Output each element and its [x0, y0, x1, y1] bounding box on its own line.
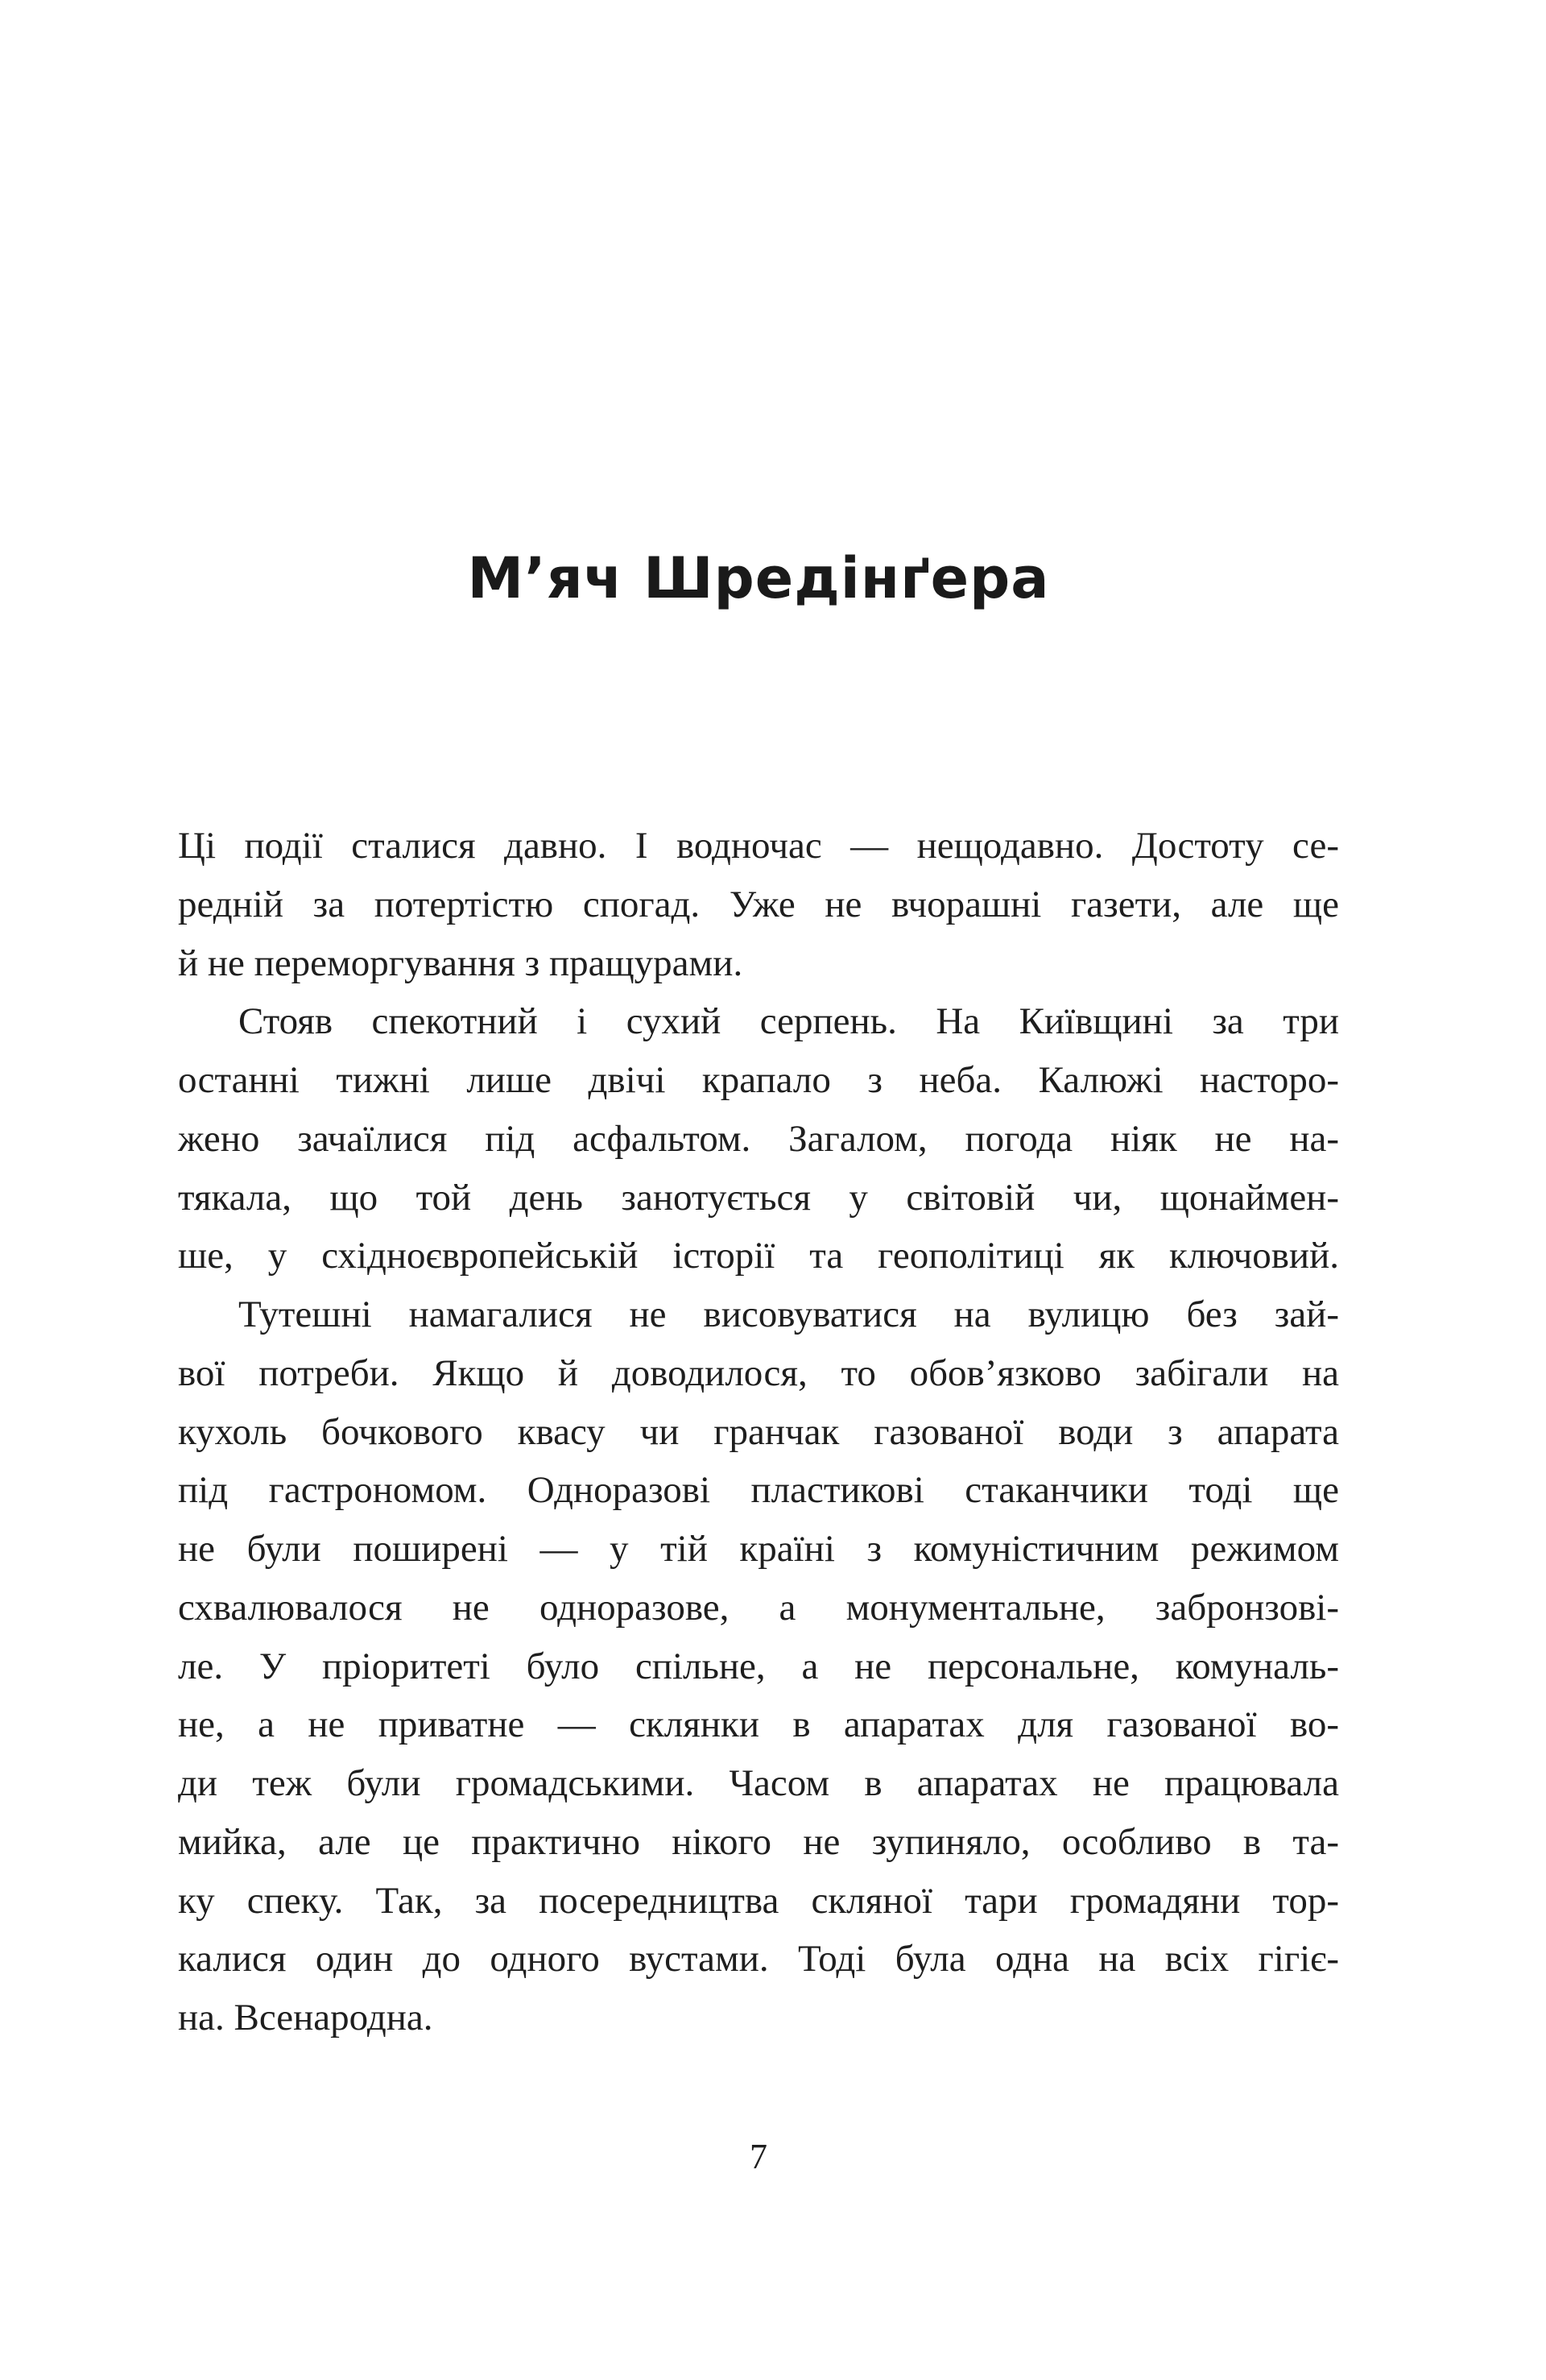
text-line: мийка, але це практично нікого не зупиняло, особливо в та-	[178, 1820, 1339, 1863]
text-line: на. Всенародна.	[178, 1997, 433, 2039]
text-line: вої потреби. Якщо й доводилося, то обов’язково забігали на	[178, 1351, 1339, 1394]
text-line: не були поширені — у тій країні з комуністичним режимом	[178, 1528, 1339, 1570]
text-line: жено зачаїлися під асфальтом. Загалом, погода ніяк не на-	[178, 1117, 1339, 1160]
text-line: калися один до одного вустами. Тоді була одна на всіх гігіє-	[178, 1938, 1339, 1981]
chapter-title: М’яч Шредінґера	[467, 544, 1050, 611]
text-line: тякала, що той день занотується у світовій чи, щонаймен-	[178, 1176, 1339, 1219]
text-line: редній за потертістю спогад. Уже не вчорашні газети, але ще	[178, 883, 1339, 925]
text-line: під гастрономом. Одноразові пластикові стаканчики тоді ще	[178, 1469, 1339, 1512]
text-line: ле. У пріоритеті було спільне, а не персональне, комуналь-	[178, 1645, 1339, 1687]
body-text	[178, 817, 1339, 2047]
text-line: Ці події сталися давно. І водночас — нещодавно. Достоту се-	[178, 825, 1339, 867]
text-line: ди теж були громадськими. Часом в апаратах не працювала	[178, 1762, 1339, 1804]
text-line: кухоль бочкового квасу чи гранчак газованої води з апарата	[178, 1410, 1339, 1453]
text-line: не, а не приватне — склянки в апаратах для газованої во-	[178, 1703, 1339, 1746]
text-line: Стояв спекотний і сухий серпень. На Київщині за три	[238, 1000, 1339, 1043]
text-line: Тутешні намагалися не висовуватися на вулицю без зай-	[238, 1293, 1339, 1335]
page-number: 7	[750, 2137, 767, 2176]
text-line: ку спеку. Так, за посередництва скляної тари громадяни тор-	[178, 1879, 1339, 1922]
text-line: й не переморгування з пращурами.	[178, 942, 743, 984]
text-line: ше, у східноєвропейській історії та геополітиці як ключовий.	[178, 1235, 1339, 1277]
text-line: схвалювалося не одноразове, а монументальне, забронзові-	[178, 1586, 1339, 1629]
text-line: останні тижні лише двічі крапало з неба. Калюжі насторо-	[178, 1059, 1339, 1101]
